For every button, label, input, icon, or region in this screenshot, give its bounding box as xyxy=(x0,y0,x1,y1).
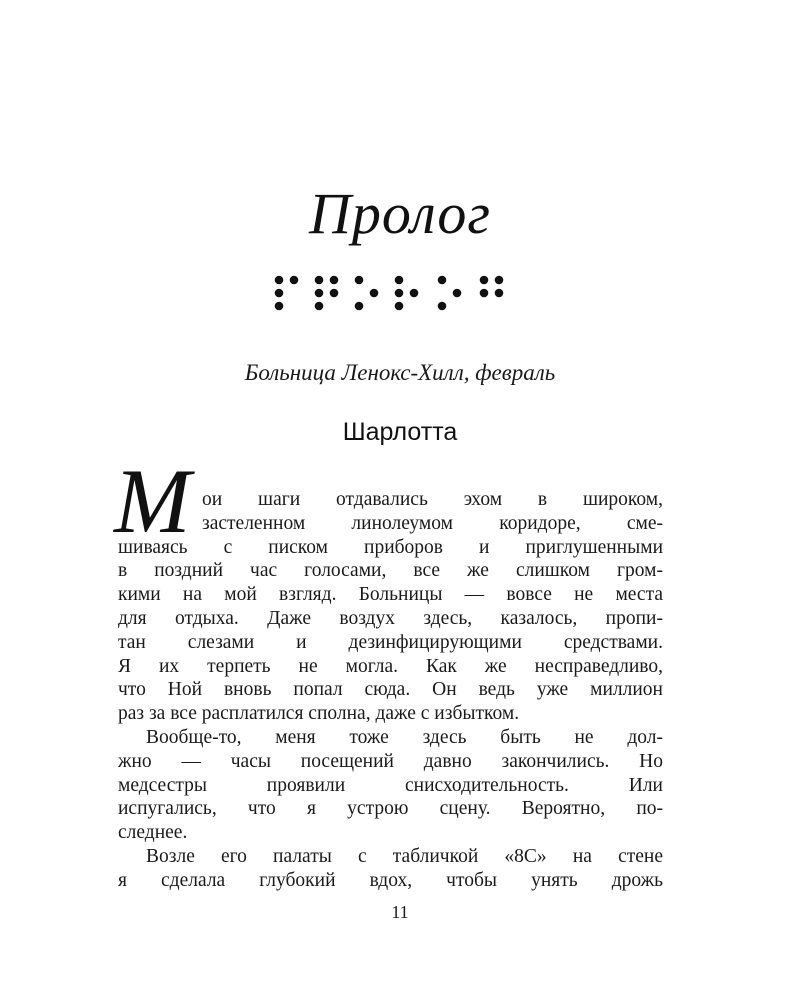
text-line: Я их терпеть не могла. Как же несправедливо, xyxy=(118,655,663,677)
text-line: что Ной вновь попал сюда. Он ведь уже миллион xyxy=(118,679,663,701)
paragraph xyxy=(118,726,663,845)
text-line: кими на мой взгляд. Больницы — вовсе не места xyxy=(118,584,663,606)
paragraph xyxy=(118,488,663,726)
text-line: испугались, что я устрою сцену. Вероятно, по- xyxy=(118,798,663,820)
chapter-title xyxy=(0,180,800,247)
text-line: тан слезами и дезинфицирующими средствами. xyxy=(118,631,663,653)
text-line: в поздний час голосами, все же слишком гром- xyxy=(118,560,663,582)
text-line: раз за все расплатился сполна, даже с избытком. xyxy=(118,703,520,725)
page-number: 11 xyxy=(391,902,409,922)
location-subtitle: Больница Ленокс-Хилл, февраль xyxy=(244,360,556,385)
drop-cap: М xyxy=(114,450,191,552)
text-line: медсестры проявили снисходительность. Или xyxy=(118,774,663,796)
text-line: Возле его палаты с табличкой «8С» на стене xyxy=(146,845,663,867)
text-line: Вообще-то, меня тоже здесь быть не дол- xyxy=(146,726,663,748)
text-line: следнее. xyxy=(118,822,188,844)
chapter-title-text: Пролог xyxy=(308,181,492,246)
text-line: жно — часы посещений давно закончились. Но xyxy=(118,750,663,772)
text-line: для отдыха. Даже воздух здесь, казалось, пропи- xyxy=(118,607,663,629)
body-text xyxy=(118,488,663,893)
text-line: я сделала глубокий вдох, чтобы унять дрожь xyxy=(118,869,663,891)
paragraph xyxy=(118,845,663,893)
text-line: ои шаги отдавались эхом в широком, xyxy=(202,489,663,510)
text-line: шиваясь с писком приборов и приглушенными xyxy=(118,536,663,558)
braille-word-icon xyxy=(0,268,800,318)
pov-heading: Шарлотта xyxy=(342,418,458,446)
text-line: застеленном линолеумом коридоре, сме- xyxy=(202,512,663,534)
